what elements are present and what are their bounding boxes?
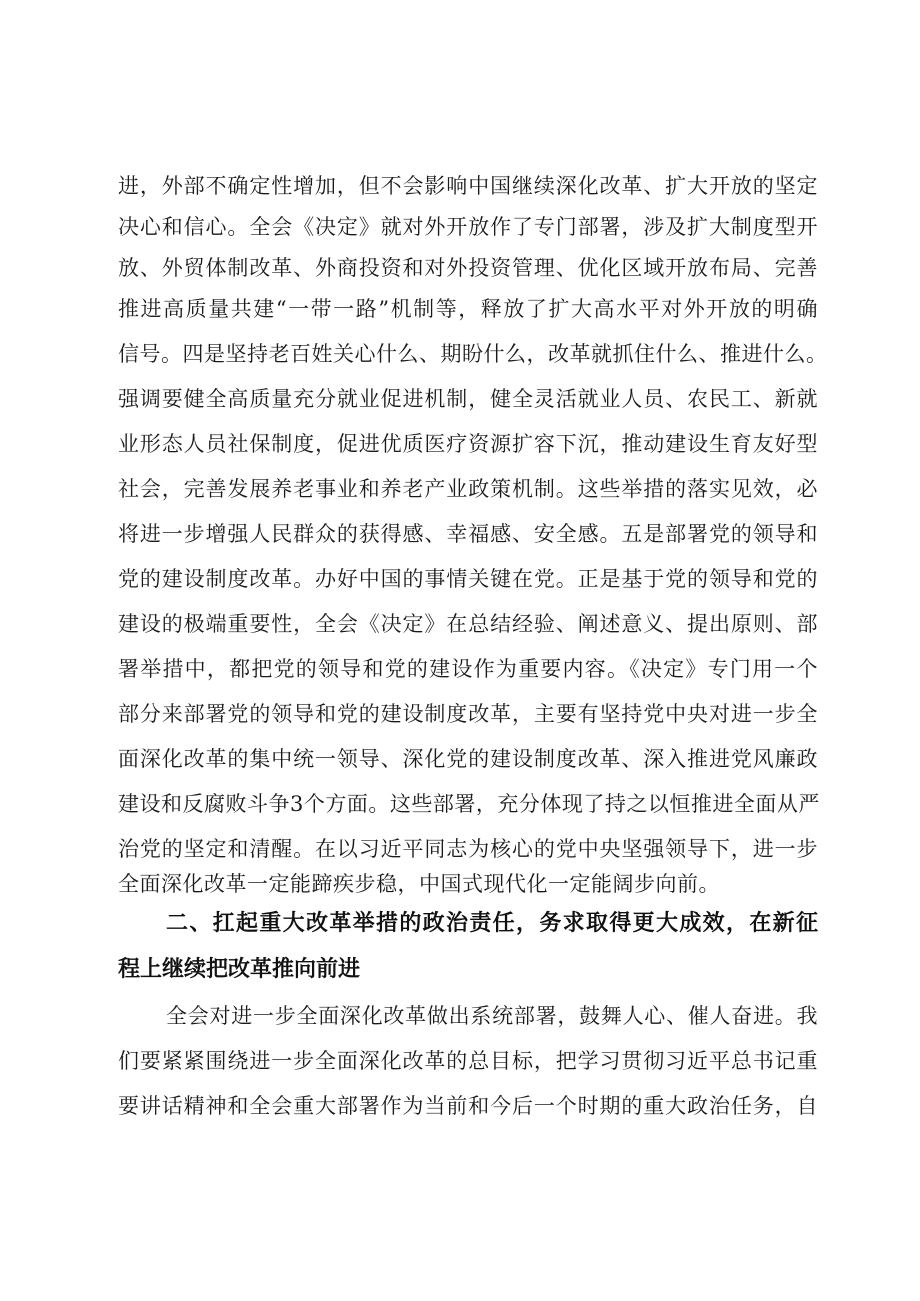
text-line: 强调要健全高质量充分就业促进机制，健全灵活就业人员、农民工、新就 [118, 387, 818, 411]
text-line: 署举措中，都把党的领导和党的建设作为重要内容。《决定》专门用一个 [118, 657, 818, 681]
text-line: 业形态人员社保制度，促进优质医疗资源扩容下沉，推动建设生育友好型 [118, 432, 818, 456]
text-line: 要讲话精神和全会重大部署作为当前和今后一个时期的重大政治任务，自 [118, 1094, 818, 1118]
text-line: 们要紧紧围绕进一步全面深化改革的总目标，把学习贯彻习近平总书记重 [118, 1049, 818, 1073]
text-line: 部分来部署党的领导和党的建设制度改革，主要有坚持党中央对进一步全 [118, 702, 818, 726]
heading-line: 二、扛起重大改革举措的政治责任，务求取得更大成效，在新征 [166, 911, 818, 936]
text-line: 进，外部不确定性增加，但不会影响中国继续深化改革、扩大开放的坚定 [118, 174, 818, 198]
text-line: 推进高质量共建“一带一路”机制等，释放了扩大高水平对外开放的明确 [118, 297, 818, 321]
text-line: 党的建设制度改革。办好中国的事情关键在党。正是基于党的领导和党的 [118, 567, 818, 591]
text-line: 面深化改革的集中统一领导、深化党的建设制度改革、深入推进党风廉政 [118, 747, 818, 771]
text-line: 信号。四是坚持老百姓关心什么、期盼什么，改革就抓住什么、推进什么。 [118, 342, 828, 366]
heading-line: 程上继续把改革推向前进 [118, 957, 361, 982]
text-line: 社会，完善发展养老事业和养老产业政策机制。这些举措的落实见效，必 [118, 477, 818, 501]
text-line: 全面深化改革一定能蹄疾步稳，中国式现代化一定能阔步向前。 [118, 872, 720, 896]
text-line: 治党的坚定和清醒。在以习近平同志为核心的党中央坚强领导下，进一步 [118, 837, 818, 861]
text-line: 将进一步增强人民群众的获得感、幸福感、安全感。五是部署党的领导和 [118, 522, 818, 546]
text-line: 决心和信心。全会《决定》就对外开放作了专门部署，涉及扩大制度型开 [118, 215, 818, 239]
text-line: 建设的极端重要性，全会《决定》在总结经验、阐述意义、提出原则、部 [118, 612, 818, 636]
text-line: 放、外贸体制改革、外商投资和对外投资管理、优化区域开放布局、完善 [118, 256, 818, 280]
text-line: 全会对进一步全面深化改革做出系统部署，鼓舞人心、催人奋进。我 [166, 1004, 818, 1028]
text-line: 建设和反腐败斗争3个方面。这些部署，充分体现了持之以恒推进全面从严 [118, 792, 820, 816]
